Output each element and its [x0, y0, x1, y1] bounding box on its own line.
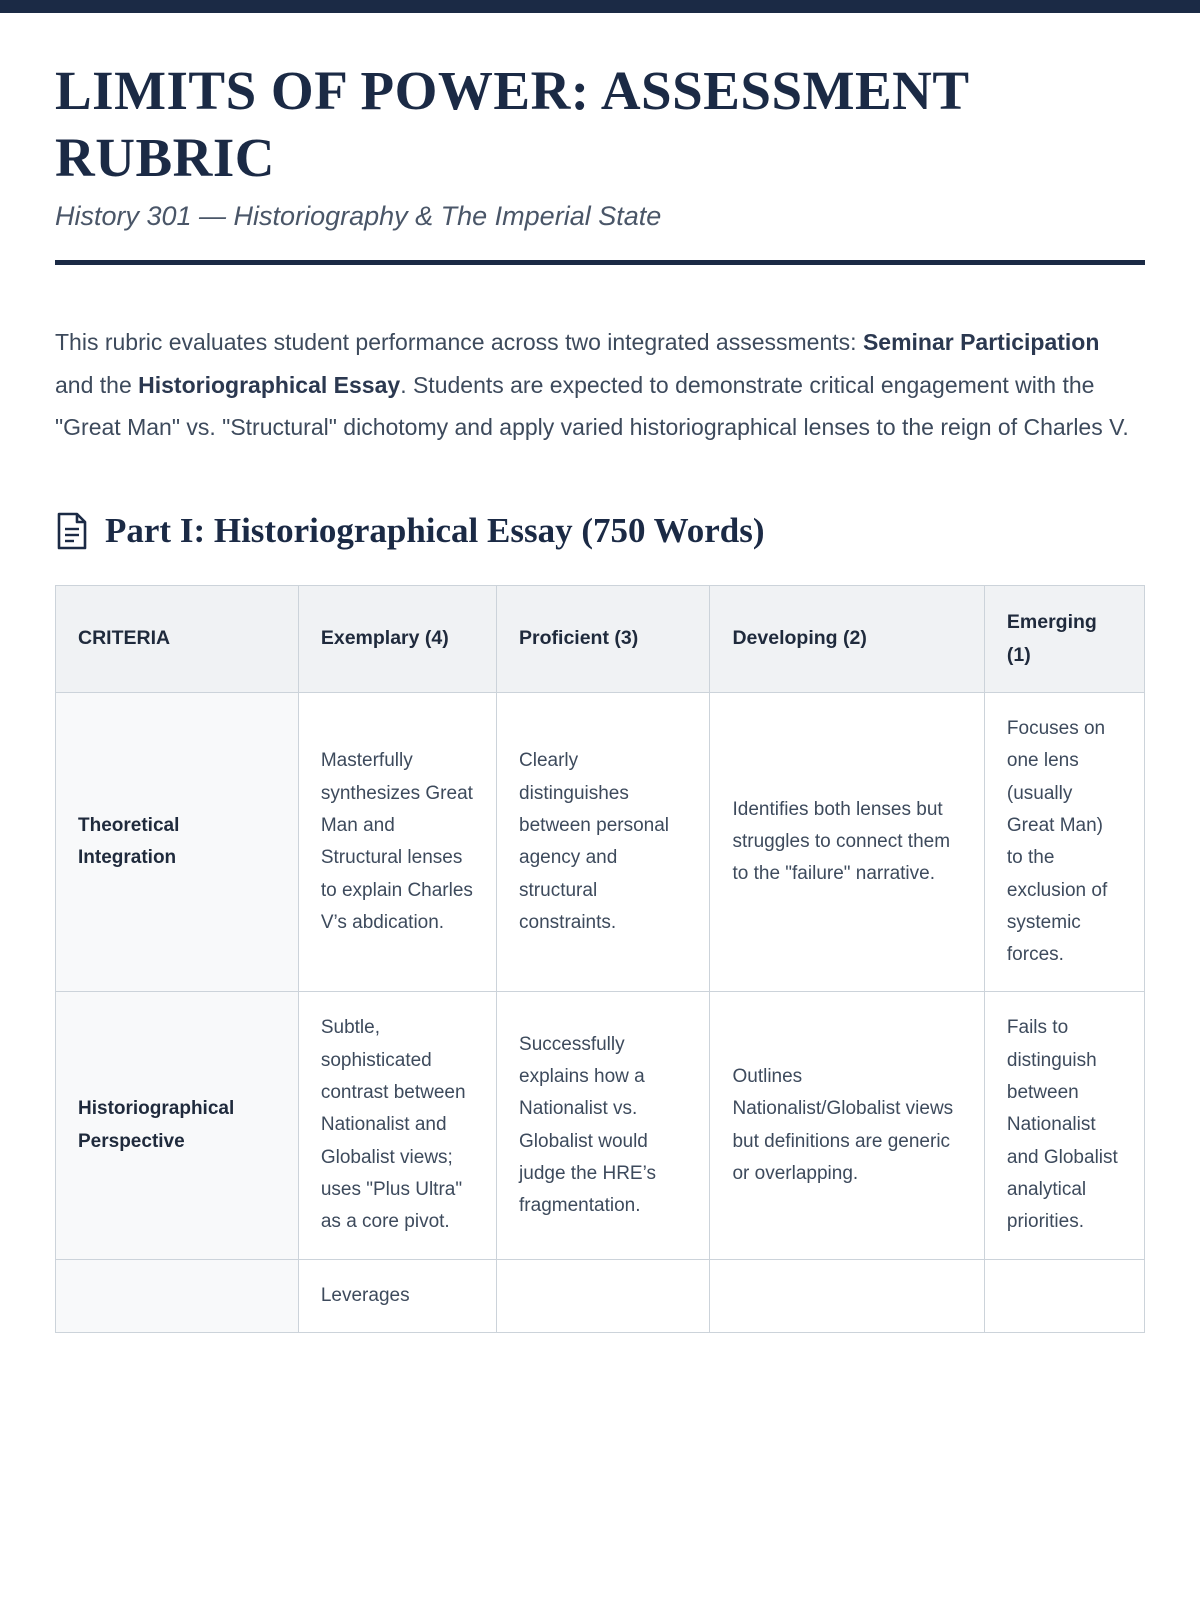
intro-seg-2: and the: [55, 371, 139, 398]
criteria-cell: [56, 1259, 299, 1332]
table-row: [56, 693, 1145, 992]
column-header-proficient: Proficient (3): [497, 585, 710, 692]
title-divider: [55, 260, 1145, 265]
exemplary-cell: Masterfully synthesizes Great Man and Structural lenses to explain Charles V’s abdication.: [298, 693, 496, 992]
developing-cell: [710, 1259, 984, 1332]
table-header-row: [56, 585, 1145, 692]
proficient-cell: Successfully explains how a Nationalist vs. Globalist would judge the HRE’s fragmentation.: [497, 992, 710, 1259]
section-heading-part-1: [55, 511, 1145, 551]
proficient-cell: Clearly distinguishes between personal agency and structural constraints.: [497, 693, 710, 992]
developing-cell: Outlines Nationalist/Globalist views but definitions are generic or overlapping.: [710, 992, 984, 1259]
exemplary-cell: Leverages: [298, 1259, 496, 1332]
proficient-cell: [497, 1259, 710, 1332]
developing-cell: Identifies both lenses but struggles to connect them to the "failure" narrative.: [710, 693, 984, 992]
intro-seg-3: . Students are expected to demonstrate critical engagement with the "Great Man" vs. "Structural" dichotomy and apply varied historiographical lenses to the reign of Charles V.: [55, 371, 1129, 441]
intro-paragraph: [55, 321, 1135, 449]
column-header-developing: Developing (2): [710, 585, 984, 692]
rubric-table-part-1: [55, 585, 1145, 1333]
intro-bold-1: Seminar Participation: [862, 329, 1100, 356]
emerging-cell: [984, 1259, 1144, 1332]
criteria-cell: Historiographical Perspective: [56, 992, 299, 1259]
emerging-cell: Focuses on one lens (usually Great Man) to the exclusion of systemic forces.: [984, 693, 1144, 992]
exemplary-cell: Subtle, sophisticated contrast between Nationalist and Globalist views; uses "Plus Ultra" as a core pivot.: [298, 992, 496, 1259]
intro-bold-2: Historiographical Essay: [138, 371, 401, 398]
column-header-exemplary: Exemplary (4): [298, 585, 496, 692]
column-header-criteria: CRITERIA: [56, 585, 299, 692]
column-header-emerging: Emerging (1): [984, 585, 1144, 692]
criteria-cell: Theoretical Integration: [56, 693, 299, 992]
table-row: [56, 1259, 1145, 1332]
document-icon: [55, 512, 89, 550]
section-heading-text: Part I: Historiographical Essay (750 Words): [105, 510, 765, 550]
table-row: [56, 992, 1145, 1259]
top-accent-bar: [0, 0, 1200, 13]
page-title: LIMITS OF POWER: ASSESSMENT RUBRIC: [55, 60, 969, 189]
emerging-cell: Fails to distinguish between Nationalist and Globalist analytical priorities.: [984, 992, 1144, 1259]
page-container: [0, 13, 1200, 1333]
intro-seg-1: This rubric evaluates student performance across two integrated assessments:: [55, 329, 863, 356]
course-subtitle: History 301 — Historiography & The Imperial State: [55, 201, 662, 232]
